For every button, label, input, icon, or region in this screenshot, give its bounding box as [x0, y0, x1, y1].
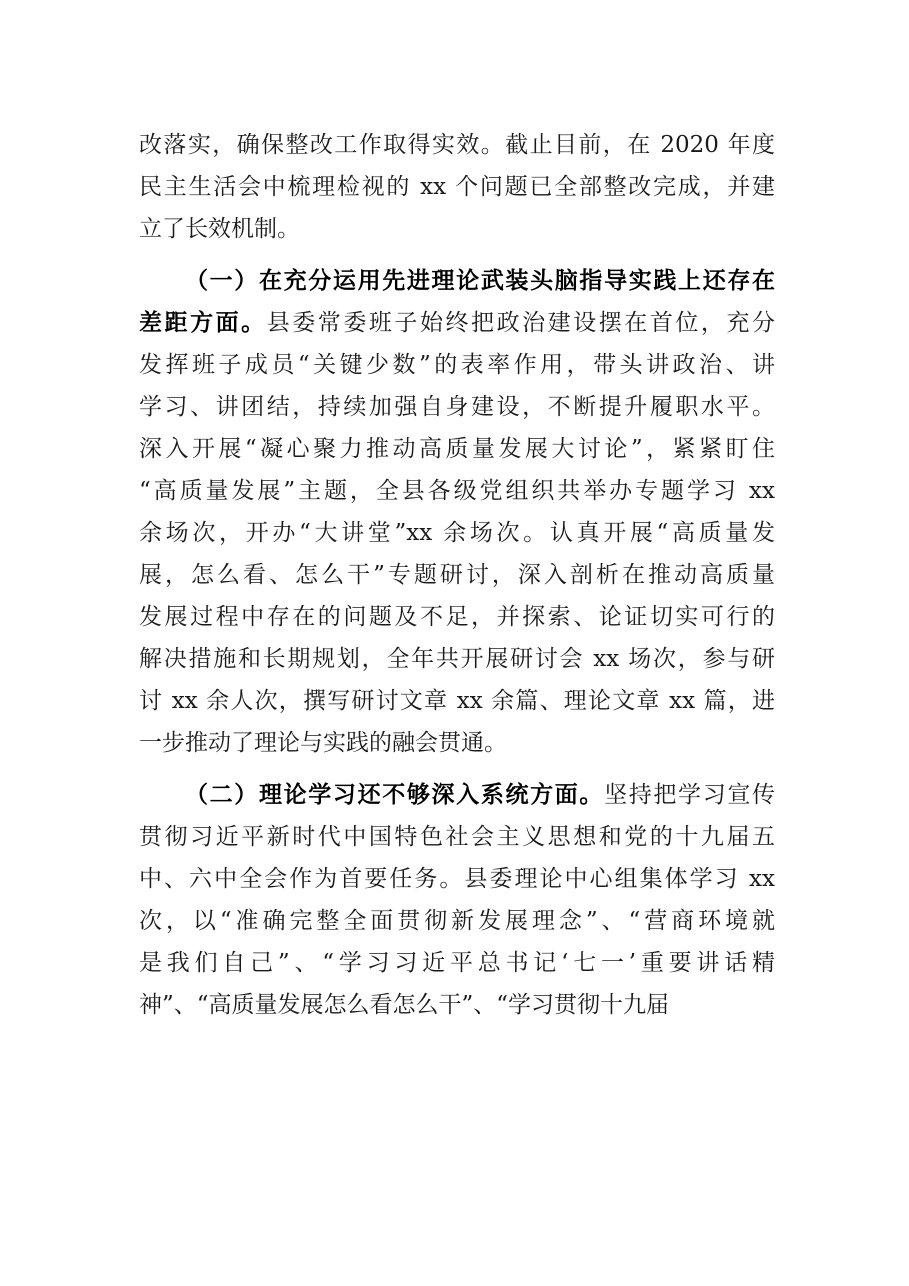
text-line: [139, 260, 775, 302]
body-text: 展，怎么看、怎么干”专题研讨，深入剖析在推动高质量: [139, 562, 775, 588]
text-line: [139, 858, 775, 900]
body-text: 一步推动了理论与实践的融会贯通。: [139, 730, 507, 756]
text-line: [139, 596, 775, 638]
body-text: 神”、“高质量发展怎么看怎么干”、“学习贯彻十九届: [139, 992, 670, 1018]
body-text: 县委常委班子始终把政治建设摆在首位，充分: [266, 310, 776, 336]
body-text: 深入开展“凝心聚力推动高质量发展大讨论”，紧紧盯住: [139, 436, 775, 462]
text-line: [139, 984, 775, 1026]
text-line: [139, 124, 775, 166]
text-line: [139, 816, 775, 858]
body-text: 解决措施和长期规划，全年共开展研讨会 xx 场次，参与研: [139, 646, 775, 672]
paragraph-section-one: [139, 260, 775, 764]
body-text: 讨 xx 余人次，撰写研讨文章 xx 余篇、理论文章 xx 篇，进: [139, 688, 775, 714]
text-line: [139, 512, 775, 554]
text-line: [139, 302, 775, 344]
text-line: [139, 554, 775, 596]
text-line: [139, 900, 775, 942]
text-line: [139, 722, 775, 764]
text-line: [139, 166, 775, 208]
body-text: 立了长效机制。: [139, 216, 300, 242]
body-text: “高质量发展”主题，全县各级党组织共举办专题学习 xx: [139, 478, 775, 504]
text-line: [139, 638, 775, 680]
body-text: 余场次，开办“大讲堂”xx 余场次。认真开展“高质量发: [139, 520, 775, 546]
body-text: 民主生活会中梳理检视的 xx 个问题已全部整改完成，并建: [139, 174, 775, 200]
bold-heading-text: （二）理论学习还不够深入系统方面。: [185, 781, 605, 808]
paragraph-section-two: [139, 774, 775, 1026]
text-line: [139, 344, 775, 386]
paragraph-carryover: [139, 124, 775, 250]
text-line: [139, 470, 775, 512]
body-text: 中、六中全会作为首要任务。县委理论中心组集体学习 xx: [139, 866, 775, 892]
body-text: 改落实，确保整改工作取得实效。截止目前，在 2020 年度: [139, 132, 775, 158]
body-text: 坚持把学习宣传: [604, 782, 776, 808]
text-line: [139, 680, 775, 722]
body-text: 是我们自己”、“学习习近平总书记‘七一’重要讲话精: [139, 950, 775, 976]
body-text: 次，以“准确完整全面贯彻新发展理念”、“营商环境就: [139, 908, 775, 934]
text-line: [139, 942, 775, 984]
paragraph-gap: [139, 764, 775, 774]
text-line: [139, 774, 775, 816]
bold-heading-text: （一）在充分运用先进理论武装头脑指导实践上还存在: [185, 267, 775, 294]
body-text: 发挥班子成员“关键少数”的表率作用，带头讲政治、讲: [139, 352, 775, 378]
paragraph-gap: [139, 250, 775, 260]
document-page: [139, 124, 775, 1026]
body-text: 贯彻习近平新时代中国特色社会主义思想和党的十九届五: [139, 824, 775, 850]
body-text: 发展过程中存在的问题及不足，并探索、论证切实可行的: [139, 604, 775, 630]
text-line: [139, 208, 775, 250]
text-line: [139, 386, 775, 428]
text-line: [139, 428, 775, 470]
bold-heading-text: 差距方面。: [139, 309, 267, 336]
body-text: 学习、讲团结，持续加强自身建设，不断提升履职水平。: [139, 394, 775, 420]
